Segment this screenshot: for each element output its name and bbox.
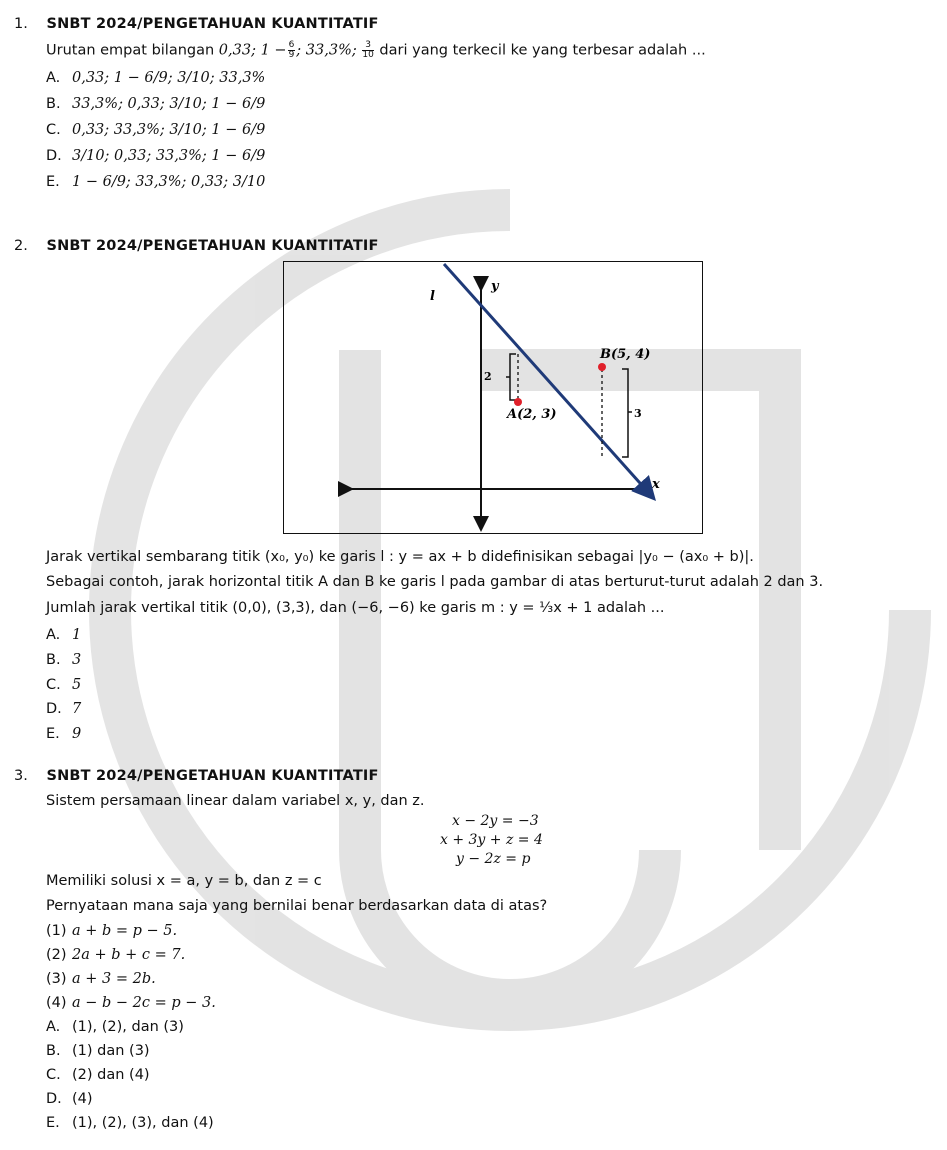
q3-header: [14, 768, 379, 784]
option-letter: E.: [46, 174, 60, 190]
option-text: 9: [72, 726, 82, 742]
q1-option-e[interactable]: [46, 174, 265, 190]
option-text: (1) dan (3): [72, 1043, 150, 1059]
q3-statement-1: [46, 923, 177, 939]
q3-option-d[interactable]: [46, 1091, 93, 1107]
option-text: 1: [72, 627, 82, 643]
q1-number: 1.: [14, 16, 28, 32]
label-l: l: [430, 289, 435, 304]
option-text: 3/10; 0,33; 33,3%; 1 − 6/9: [72, 148, 266, 164]
option-letter: D.: [46, 701, 62, 717]
q2-line2: Sebagai contoh, jarak horizontal titik A dan B ke garis l pada gambar di atas berturut-turut adalah 2 dan 3.: [46, 574, 824, 590]
line-l: [444, 264, 651, 492]
q2-option-d[interactable]: [46, 701, 81, 717]
option-text: 0,33; 1 − 6/9; 3/10; 33,3%: [72, 70, 266, 86]
option-letter: C.: [46, 122, 61, 138]
point-b-marker: [598, 363, 606, 371]
option-letter: B.: [46, 96, 61, 112]
statement-text: a + 3 = 2b.: [72, 971, 156, 987]
label-point-a: A(2, 3): [507, 407, 557, 422]
option-letter: A.: [46, 1019, 61, 1035]
q2-title: SNBT 2024/PENGETAHUAN KUANTITATIF: [46, 238, 379, 254]
q1-option-b[interactable]: [46, 96, 265, 112]
q1-stem-frac1: [288, 41, 296, 60]
q1-stem-frac2-den: 10: [362, 50, 374, 60]
q2-line1: Jarak vertikal sembarang titik (x₀, y₀) ke garis l : y = ax + b didefinisikan sebagai |y₀ − (ax₀ + b)|.: [46, 549, 754, 565]
q1-stem-mid: ; 33,3%;: [296, 42, 357, 59]
option-text: 33,3%; 0,33; 3/10; 1 − 6/9: [72, 96, 266, 112]
q1-option-d[interactable]: [46, 148, 265, 164]
statement-text: a + b = p − 5.: [72, 923, 178, 939]
statement-num: (2): [46, 947, 67, 963]
statement-num: (3): [46, 971, 67, 987]
option-text: (1), (2), dan (3): [72, 1019, 184, 1035]
q3-intro: Sistem persamaan linear dalam variabel x, y, dan z.: [46, 793, 425, 809]
q1-stem-before: Urutan empat bilangan: [46, 42, 215, 59]
q1-header: [14, 16, 379, 32]
q1-option-c[interactable]: [46, 122, 265, 138]
q1-stem-after: dari yang terkecil ke yang terbesar adalah ...: [379, 42, 706, 59]
label-x: x: [652, 477, 660, 492]
q2-option-c[interactable]: [46, 677, 81, 693]
q2-option-b[interactable]: [46, 652, 81, 668]
option-letter: C.: [46, 677, 61, 693]
option-text: 3: [72, 652, 82, 668]
option-letter: B.: [46, 1043, 61, 1059]
option-text: 0,33; 33,3%; 3/10; 1 − 6/9: [72, 122, 266, 138]
statement-num: (4): [46, 995, 67, 1011]
option-text: (4): [72, 1091, 93, 1107]
q3-title: SNBT 2024/PENGETAHUAN KUANTITATIF: [46, 768, 379, 784]
statement-num: (1): [46, 923, 67, 939]
q3-option-a[interactable]: [46, 1019, 184, 1035]
option-letter: C.: [46, 1067, 61, 1083]
q2-header: [14, 238, 379, 254]
brace-b: [622, 369, 632, 457]
q3-option-c[interactable]: [46, 1067, 150, 1083]
q3-option-b[interactable]: [46, 1043, 150, 1059]
statement-text: a − b − 2c = p − 3.: [72, 995, 216, 1011]
option-text: 1 − 6/9; 33,3%; 0,33; 3/10: [72, 174, 266, 190]
label-dist-a: 2: [484, 370, 492, 383]
q1-stem-frac2-num: 3: [362, 41, 373, 51]
option-letter: E.: [46, 1115, 60, 1131]
brace-a: [506, 354, 516, 400]
option-text: (2) dan (4): [72, 1067, 150, 1083]
q3-equation-2: x + 3y + z = 4: [440, 832, 543, 848]
option-letter: B.: [46, 652, 61, 668]
label-point-b: B(5, 4): [600, 347, 651, 362]
q3-equation-3: y − 2z = p: [456, 851, 531, 867]
q3-solution: Memiliki solusi x = a, y = b, dan z = c: [46, 873, 322, 889]
option-text: (1), (2), (3), dan (4): [72, 1115, 214, 1131]
q3-statement-2: [46, 947, 185, 963]
q2-option-e[interactable]: [46, 726, 81, 742]
q1-option-a[interactable]: [46, 70, 265, 86]
option-letter: D.: [46, 1091, 62, 1107]
q2-line3: Jumlah jarak vertikal titik (0,0), (3,3), dan (−6, −6) ke garis m : y = ⅓x + 1 adalah ...: [46, 600, 665, 616]
option-text: 7: [72, 701, 82, 717]
q3-number: 3.: [14, 768, 28, 784]
q3-statement-4: [46, 995, 216, 1011]
q1-stem-frac1-num: 6: [288, 40, 295, 50]
q3-option-e[interactable]: [46, 1115, 214, 1131]
option-letter: A.: [46, 70, 61, 86]
q1-stem-values: 0,33; 1 −: [218, 42, 287, 59]
label-y: y: [491, 279, 499, 294]
q3-question: Pernyataan mana saja yang bernilai benar berdasarkan data di atas?: [46, 898, 548, 914]
q3-equation-1: x − 2y = −3: [452, 813, 539, 829]
option-letter: D.: [46, 148, 62, 164]
q3-statement-3: [46, 971, 156, 987]
q2-graph: [284, 262, 704, 535]
q2-figure: [283, 261, 703, 534]
q1-stem-frac2: [362, 41, 373, 60]
q1-stem-frac1-den: 9: [288, 50, 295, 60]
q1-stem: [46, 41, 706, 60]
option-text: 5: [72, 677, 82, 693]
option-letter: E.: [46, 726, 60, 742]
option-letter: A.: [46, 627, 61, 643]
statement-text: 2a + b + c = 7.: [72, 947, 186, 963]
q2-option-a[interactable]: [46, 627, 81, 643]
label-dist-b: 3: [634, 407, 642, 420]
q1-title: SNBT 2024/PENGETAHUAN KUANTITATIF: [46, 16, 379, 32]
q2-number: 2.: [14, 238, 28, 254]
point-a-marker: [514, 398, 522, 406]
